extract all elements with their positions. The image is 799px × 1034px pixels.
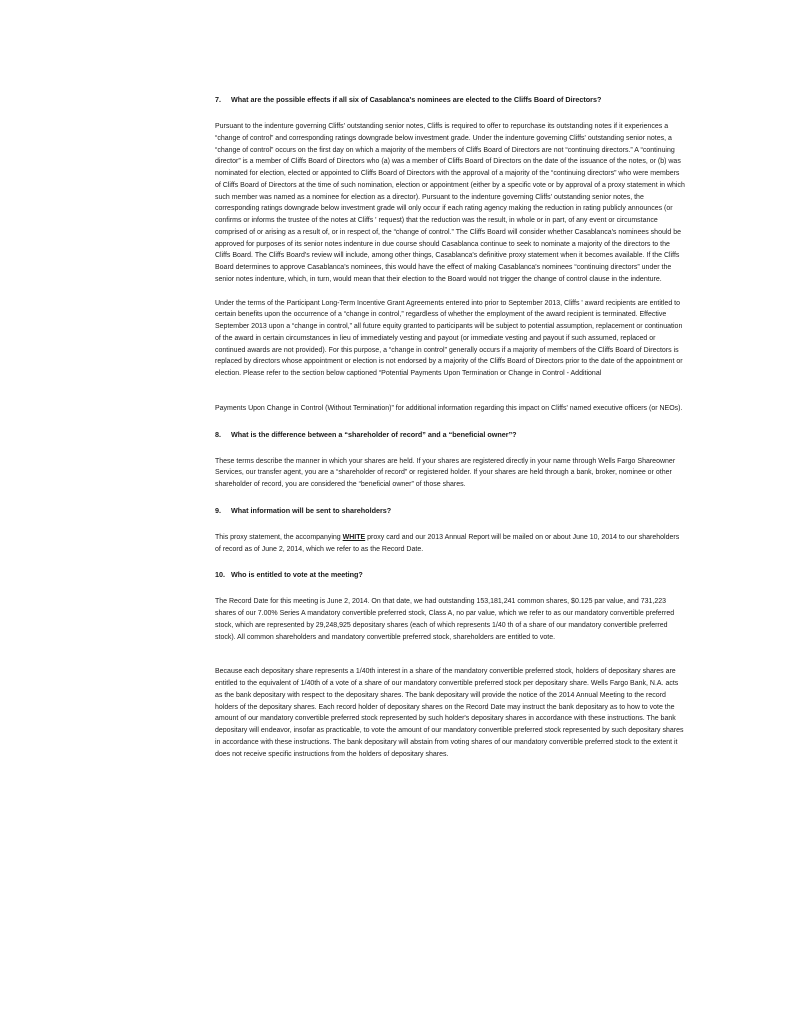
- question-10-title: Who is entitled to vote at the meeting?: [231, 570, 363, 580]
- question-10-number: 10.: [215, 570, 225, 580]
- question-7-paragraph-3: Payments Upon Change in Control (Without Termination)” for additional information regarding this impact on Cliffs' named executive officers (or NEOs).: [215, 404, 683, 412]
- question-9-heading: [215, 505, 685, 516]
- question-10-paragraph-1: The Record Date for this meeting is June 2, 2014. On that date, we had outstanding 153,181,241 common shares, $0.125 par value, and 731,223 shares of our 7.00% Series A mandatory convertible preferred stock, Class A, no par value, which we refer to as our mandatory convertible preferred stock, which are represented by 29,248,925 depositary shares (each of which represents 1/40 th of a share of our mandatory convertible preferred stock). All common shareholders and mandatory convertible preferred stock, shareholders are entitled to vote.: [215, 598, 675, 641]
- question-8-heading: [215, 429, 685, 440]
- question-7-number: 7.: [215, 95, 221, 104]
- question-10-paragraph-2: Because each depositary share represents a 1/40th interest in a share of the mandatory convertible preferred stock, holders of depositary shares are entitled to the equivalent of 1/40th of a vote of a share of our mandatory convertible preferred stock per depositary share. Wells Fargo Bank, N.A. acts as the bank depositary with respect to the depositary shares. The bank depositary will provide the notice of the 2014 Annual Meeting to the record holders of the depositary shares. Each record holder of depositary shares on the Record Date may instruct the bank depositary as to how to vote the amount of our mandatory convertible preferred stock represented by such holder's depositary shares in accordance with these instructions. The bank depositary will endeavor, insofar as practicable, to vote the amount of our mandatory convertible preferred stock represented by such depositary shares in accordance with these instructions. The bank depositary will abstain from voting shares of our mandatory convertible preferred stock to the extent it does not receive specific instructions from the holders of depositary shares.: [215, 668, 684, 758]
- question-7-heading: [215, 94, 685, 105]
- question-9-number: 9.: [215, 505, 221, 515]
- question-10-heading: [215, 569, 685, 580]
- question-7-paragraph-1: Pursuant to the indenture governing Cliffs' outstanding senior notes, Cliffs is required to offer to repurchase its outstanding notes if it experiences a “change of control” and corresponding ratings downgrade below investment grade. Under the indenture governing Cliffs' outstanding senior notes, a “change of control” occurs on the first day on which a majority of the members of Cliffs Board of Directors are not “continuing directors.” A “continuing director” is a member of Cliffs Board of Directors who (a) was a member of Cliffs Board of Directors on the date of the issuance of the notes, or (b) was nominated for election, elected or appointed to Cliffs Board of Directors with the approval of a majority of the “continuing directors” who were members of Cliffs Board of Directors at the time of such nomination, election or appointment (either by a specific vote or by approval of a proxy statement in which such member was named as a nominee for election as a director). Pursuant to the indenture governing Cliffs' outstanding senior notes, the corresponding ratings downgrade below investment grade will only occur if each rating agency making the reduction in rating publicly announces (or confirms or informs the trustee of the notes at Cliffs ' request) that the reduction was the result, in whole or in part, of any event or circumstance comprised of or arising as a result of, or in respect of, the “change of control.” The Cliffs Board will consider whether Casablanca's nominees should be approved for purposes of its senior notes indenture in due course should Casablanca continue to seek to nominate a majority of the directors to the Cliffs Board. The Cliffs Board's review will include, among other things, Casablanca's definitive proxy statement when it becomes available. If the Cliffs Board determines to approve Casablanca's nominees, this would have the effect of making Casablanca's nominees “continuing directors” under the senior notes indenture, which, in turn, would mean that their election to the Board would not trigger the change of control clause in the indenture.: [215, 123, 685, 283]
- question-8-title: What is the difference between a “shareholder of record” and a “beneficial owner”?: [231, 429, 517, 439]
- question-9-text-end: proxy card and our 2013 Annual Report will be mailed on or about June 10, 2014 to our shareholders of record as of June 2, 2014, which we refer to as the Record Date.: [215, 533, 680, 553]
- question-8-number: 8.: [215, 429, 221, 439]
- question-8-paragraph: These terms describe the manner in which your shares are held. If your shares are registered directly in your name through Wells Fargo Shareowner Services, our transfer agent, you are a “shareholder of record” or registered holder. If your shares are held through a bank, broker, nominee or other shareholder of record, you are considered the “beneficial owner” of those shares.: [215, 457, 676, 488]
- question-9-title: What information will be sent to shareholders?: [231, 505, 392, 515]
- document-page: [215, 94, 685, 760]
- white-proxy-card-emphasis: WHITE: [342, 533, 366, 541]
- question-7-title: What are the possible effects if all six of Casablanca's nominees are elected to the Cliffs Board of Directors?: [231, 95, 602, 104]
- question-7-paragraph-2: Under the terms of the Participant Long-Term Incentive Grant Agreements entered into prior to September 2013, Cliffs ' award recipients are entitled to certain benefits upon the occurrence of a “change in control,” regardless of whether the employment of the award recipient is terminated. Effective September 2013 upon a “change in control,” all future equity granted to participants will be subject to potential assumption, replacement or continuation of the award in certain circumstances in lieu of immediately vesting and payout (or immediate vesting and payout if such assumed, replaced or continued awards are not provided). For this purpose, a “change in control” generally occurs if a majority of members of the Cliffs Board of Directors is replaced by directors whose appointment or election is not endorsed by a majority of the Cliffs Board of Directors prior to the date of the appointment or election. Please refer to the section below captioned “Potential Payments Upon Termination or Change in Control - Additional: [215, 299, 683, 377]
- question-9-paragraph: [215, 532, 685, 556]
- question-9-text-start: This proxy statement, the accompanying: [215, 533, 343, 541]
